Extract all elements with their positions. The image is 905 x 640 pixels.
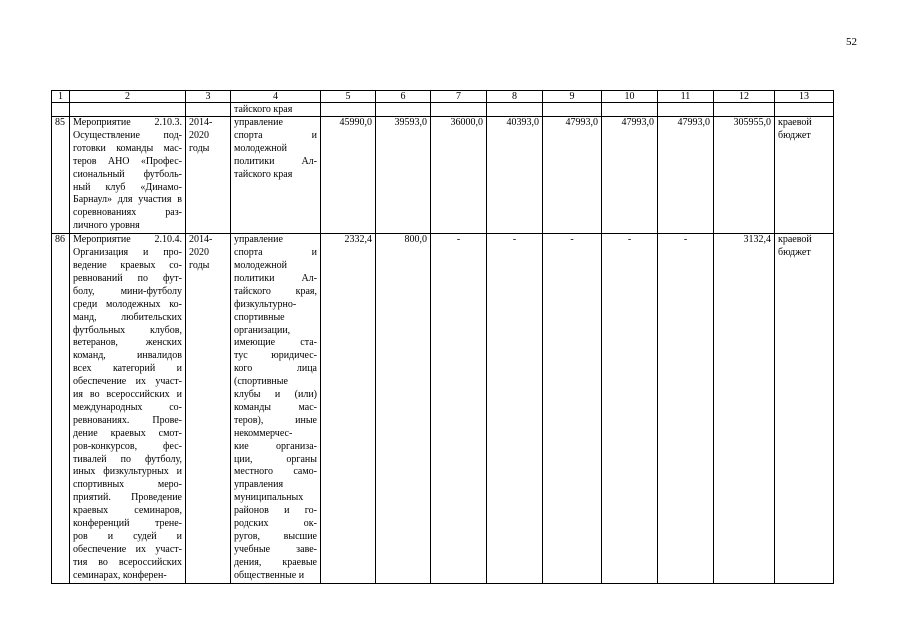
value-cell-col-12: 3132,4 [714, 234, 775, 583]
text-line: теров), иные [234, 414, 317, 426]
text-line: клубы и (или) [234, 389, 317, 401]
text-line: теров АНО «Профес- [73, 155, 182, 167]
text-line: тайского края, [234, 285, 317, 297]
value-cell-col-6: 39593,0 [376, 117, 431, 234]
column-header-5: 5 [321, 91, 376, 103]
text-line: бюджет [778, 247, 811, 259]
value-cell-col-9: 47993,0 [543, 117, 602, 234]
text-line: ров-конкурсов, фес- [73, 440, 182, 452]
column-header-2: 2 [70, 91, 186, 103]
value-cell-col-10: 47993,0 [602, 117, 658, 234]
column-header-13: 13 [775, 91, 834, 103]
text-line: конференций трене- [73, 518, 182, 530]
column-header-12: 12 [714, 91, 775, 103]
text-line: 2014- [189, 234, 213, 246]
continuation-cell-7 [431, 103, 487, 117]
value-cell-col-10: - [602, 234, 658, 583]
value-cell-col-9: - [543, 234, 602, 583]
column-header-4: 4 [231, 91, 321, 103]
text-line: Организация и про- [73, 247, 182, 259]
text-line: годы [189, 142, 210, 154]
text-line: политики Ал- [234, 155, 317, 167]
value-cell-col-6: 800,0 [376, 234, 431, 583]
text-line: команды мас- [234, 401, 317, 413]
text-line: всех категорий и [73, 363, 182, 375]
value-cell-col-8: 40393,0 [487, 117, 543, 234]
text-line: семинарах, конферен- [73, 569, 167, 581]
text-line: политики Ал- [234, 272, 317, 284]
text-line: ветеранов, женских [73, 337, 182, 349]
text-line: муниципальных [234, 492, 304, 504]
continuation-row [52, 103, 834, 117]
column-header-1: 1 [52, 91, 70, 103]
text-line: Мероприятие 2.10.4. [73, 234, 182, 246]
column-header-8: 8 [487, 91, 543, 103]
text-line: обеспечение их участ- [73, 376, 182, 388]
text-line: команд, инвалидов [73, 350, 182, 362]
text-line: тайского края [234, 168, 293, 180]
text-line: Осуществление под- [73, 129, 182, 141]
text-line: спортивные [234, 311, 285, 323]
text-line: физкультурно- [234, 298, 297, 310]
header-row [52, 91, 834, 103]
text-line: Барнаул» для участия в [73, 194, 182, 206]
text-line: управление [234, 117, 283, 128]
value-cell-col-11: 47993,0 [658, 117, 714, 234]
table-header [52, 91, 834, 103]
period-cell [186, 117, 231, 234]
column-header-7: 7 [431, 91, 487, 103]
continuation-cell-10 [602, 103, 658, 117]
text-line: краевых семинаров, [73, 505, 182, 517]
continuation-cell-3 [186, 103, 231, 117]
row-number: 86 [52, 234, 70, 583]
text-line: футбольных клубов, [73, 324, 182, 336]
value-cell-col-12: 305955,0 [714, 117, 775, 234]
text-line: управление [234, 234, 283, 246]
value-cell-col-5: 45990,0 [321, 117, 376, 234]
text-line: управления [234, 479, 284, 491]
text-line: молодежной [234, 259, 288, 271]
text-line: ный клуб «Динамо- [73, 181, 182, 193]
funding-source-cell [775, 117, 834, 234]
text-line: ругов, высшие [234, 531, 317, 542]
continuation-cell-12 [714, 103, 775, 117]
continuation-cell-2 [70, 103, 186, 117]
text-line: ции, органы [234, 453, 317, 465]
text-line: болу, мини-футболу [73, 285, 182, 297]
text-line: спорта и [234, 247, 317, 259]
text-line: Мероприятие 2.10.3. [73, 117, 182, 128]
value-cell-col-5: 2332,4 [321, 234, 376, 583]
text-line: бюджет [778, 129, 811, 141]
value-cell-col-7: 36000,0 [431, 117, 487, 234]
column-header-6: 6 [376, 91, 431, 103]
text-line: соревнованиях раз- [73, 207, 182, 219]
text-line: тус юридичес- [234, 350, 317, 362]
text-line: местного само- [234, 466, 317, 478]
text-line: 2020 [189, 129, 209, 141]
continuation-cell-6 [376, 103, 431, 117]
text-line: районов и го- [234, 505, 317, 517]
text-line: краевой [778, 117, 812, 128]
text-line: тия во всероссийских [73, 556, 182, 568]
value-cell-col-7: - [431, 234, 487, 583]
text-line: кого лица [234, 363, 317, 375]
table-row [52, 117, 834, 234]
text-line: ров и судей и [73, 531, 182, 542]
continuation-cell-8 [487, 103, 543, 117]
text-line: ревнований по фут- [73, 272, 182, 284]
column-header-11: 11 [658, 91, 714, 103]
text-line: годы [189, 259, 210, 271]
text-line: тивалей по футболу, [73, 453, 182, 465]
continuation-cell-9 [543, 103, 602, 117]
text-line: некоммерчес- [234, 427, 293, 439]
table-row [52, 234, 834, 583]
text-line: имеющие ста- [234, 337, 317, 349]
text-line: иных физкультурных и [73, 466, 182, 478]
measure-description [70, 234, 186, 583]
text-line: ревнованиях. Прове- [73, 414, 182, 426]
page-number: 52 [846, 36, 857, 48]
text-line: 2014- [189, 117, 213, 128]
continuation-cell-13 [775, 103, 834, 117]
funding-source-cell [775, 234, 834, 583]
text-line: учебные заве- [234, 543, 317, 555]
text-line: организации, [234, 324, 291, 336]
text-line: ведение краевых со- [73, 259, 182, 271]
row-number: 85 [52, 117, 70, 234]
continuation-cell-5 [321, 103, 376, 117]
continuation-cell-1 [52, 103, 70, 117]
value-cell-col-11: - [658, 234, 714, 583]
column-header-3: 3 [186, 91, 231, 103]
text-line: манд, любительских [73, 311, 182, 323]
text-line: ия во всероссийских и [73, 389, 182, 401]
text-line: готовки команды мас- [73, 142, 182, 154]
text-line: (спортивные [234, 376, 288, 388]
column-header-10: 10 [602, 91, 658, 103]
measure-description [70, 117, 186, 234]
text-line: дение краевых смот- [73, 427, 182, 439]
text-line: среди молодежных ко- [73, 298, 182, 310]
value-cell-col-8: - [487, 234, 543, 583]
text-line: 2020 [189, 247, 209, 259]
text-line: краевой [778, 234, 812, 246]
continuation-cell-11 [658, 103, 714, 117]
executor-cell [231, 234, 321, 583]
text-line: кие организа- [234, 440, 317, 452]
text-line: сиональный футболь- [73, 168, 182, 180]
text-line: обеспечение их участ- [73, 543, 182, 555]
text-line: дения, краевые [234, 556, 317, 568]
executor-cell [231, 117, 321, 234]
text-line: международных со- [73, 401, 182, 413]
text-line: общественные и [234, 569, 305, 581]
continuation-executor: тайского края [231, 103, 321, 117]
table-body [52, 103, 834, 584]
text-line: личного уровня [73, 220, 140, 232]
period-cell [186, 234, 231, 583]
text-line: спорта и [234, 129, 317, 141]
text-line: приятий. Проведение [73, 492, 182, 504]
text-line: родских ок- [234, 518, 317, 530]
text-line: молодежной [234, 142, 288, 154]
budget-table [51, 90, 834, 584]
text-line: спортивных меро- [73, 479, 182, 491]
column-header-9: 9 [543, 91, 602, 103]
